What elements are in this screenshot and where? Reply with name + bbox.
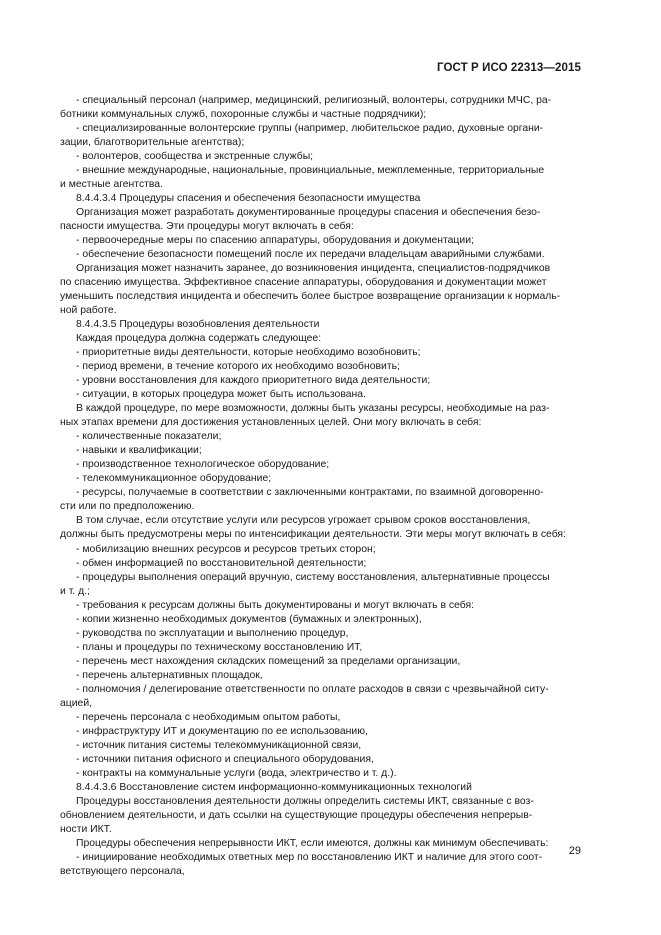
text-line: - производственное технологическое оборудование; [76, 459, 330, 471]
text-line: - планы и процедуры по техническому восстановлению ИТ, [76, 641, 363, 653]
text-line: ной работе. [60, 305, 117, 317]
text-line: - источники питания офисного и специального оборудования, [76, 753, 374, 765]
text-line: ботники коммунальных служб, похоронные службы и частные подрядчики); [60, 109, 427, 121]
text-line: и местные агентства. [60, 179, 163, 191]
text-line: Процедуры обеспечения непрерывности ИКТ, если имеются, должны как минимум обеспечивать: [76, 837, 549, 849]
text-line: сти или по предположению. [60, 501, 195, 513]
text-line: - количественные показатели; [76, 431, 222, 443]
text-line: - внешние международные, национальные, провинциальные, межплеменные, территориальные [76, 165, 545, 177]
text-line: и т. д.; [60, 585, 90, 597]
text-line: - контракты на коммунальные услуги (вода, электричество и т. д.). [76, 767, 397, 779]
document-header: ГОСТ Р ИСО 22313—2015 [436, 62, 581, 74]
text-line: Каждая процедура должна содержать следующее: [76, 333, 322, 345]
text-line: ветствующего персонала, [60, 865, 185, 877]
text-line: - мобилизацию внешних ресурсов и ресурсов третьих сторон; [76, 543, 376, 555]
text-line: обновлением деятельности, и дать ссылки на существующие процедуры обеспечения непрерыв- [60, 809, 533, 821]
text-line: - специализированные волонтерские группы (например, любительское радио, духовные органи- [76, 123, 544, 135]
section-heading: 8.4.4.3.5 Процедуры возобновления деятельности [76, 319, 320, 331]
text-line: должны быть предусмотрены меры по интенсификации деятельности. Эти меры могут включать в себя: [60, 529, 566, 541]
text-line: - период времени, в течение которого их необходимо возобновить; [76, 361, 400, 373]
text-line: - инфраструктуру ИТ и документацию по ее использованию, [76, 725, 368, 737]
text-line: - уровни восстановления для каждого приоритетного вида деятельности; [76, 375, 431, 387]
text-line: - волонтеров, сообщества и экстренные службы; [76, 151, 314, 163]
text-line: - инициирование необходимых ответных мер по восстановлению ИКТ и наличие для этого соот- [76, 851, 543, 863]
text-line: - ситуации, в которых процедура может быть использована. [76, 389, 366, 401]
text-line: - телекоммуникационное оборудование; [76, 473, 272, 485]
text-line: ности ИКТ. [60, 823, 112, 835]
section-heading: 8.4.4.3.4 Процедуры спасения и обеспечения безопасности имущества [76, 193, 421, 205]
section-heading: 8.4.4.3.6 Восстановление систем информационно-коммуникационных технологий [76, 781, 472, 793]
text-line: ных этапах времени для достижения установленных целей. Они могу включать в себя: [60, 417, 482, 429]
text-line: - специальный персонал (например, медицинский, религиозный, волонтеры, сотрудники МЧС, ра- [76, 95, 552, 106]
text-line: В каждой процедуре, по мере возможности, должны быть указаны ресурсы, необходимые на раз- [76, 403, 550, 415]
text-line: - перечень альтернативных площадок, [76, 669, 263, 681]
text-line: уменьшить последствия инцидента и обеспечить более быстрое возвращение организации к нормаль- [60, 291, 561, 303]
text-line: ацией, [60, 697, 93, 709]
text-line: Процедуры восстановления деятельности должны определить системы ИКТ, связанные с воз- [76, 795, 534, 807]
text-line: по спасению имущества. Эффективное спасение аппаратуры, оборудования и документации может [60, 277, 547, 289]
text-line: - перечень мест нахождения складских помещений за пределами организации, [76, 655, 461, 667]
text-line: - перечень персонала с необходимым опытом работы, [76, 711, 341, 723]
text-line: Организация может разработать документированные процедуры спасения и обеспечения безо- [76, 207, 541, 219]
text-line: - приоритетные виды деятельности, которые необходимо возобновить; [76, 347, 421, 359]
text-line: Организация может назначить заранее, до возникновения инцидента, специалистов-подрядчиков [76, 263, 551, 275]
text-line: - требования к ресурсам должны быть документированы и могут включать в себя: [76, 599, 474, 611]
text-line: пасности имущества. Эти процедуры могут включать в себя: [60, 221, 354, 233]
text-line: - полномочия / делегирование ответственности по оплате расходов в связи с чрезвычайной ситу- [76, 683, 549, 695]
text-line: - копии жизненно необходимых документов (бумажных и электронных), [76, 613, 422, 625]
text-line: - процедуры выполнения операций вручную, систему восстановления, альтернативные процессы [76, 571, 550, 583]
text-line: - руководства по эксплуатации и выполнению процедур, [76, 627, 349, 639]
text-line: - первоочередные меры по спасению аппаратуры, оборудования и документации; [76, 235, 474, 247]
text-line: зации, благотворительные агентства); [60, 137, 245, 149]
page-number: 29 [568, 845, 581, 857]
text-line: - обеспечение безопасности помещений после их передачи владельцам аварийными службами. [76, 249, 545, 261]
text-line: - источник питания системы телекоммуникационной связи, [76, 739, 362, 751]
text-line: - навыки и квалификации; [76, 445, 202, 457]
text-line: - обмен информацией по восстановительной деятельности; [76, 557, 367, 569]
text-line: В том случае, если отсутствие услуги или ресурсов угрожает срывом сроков восстановления, [76, 515, 531, 527]
document-body [60, 94, 582, 879]
text-line: - ресурсы, получаемые в соответствии с заключенными контрактами, по взаимной договоренно- [76, 487, 544, 499]
